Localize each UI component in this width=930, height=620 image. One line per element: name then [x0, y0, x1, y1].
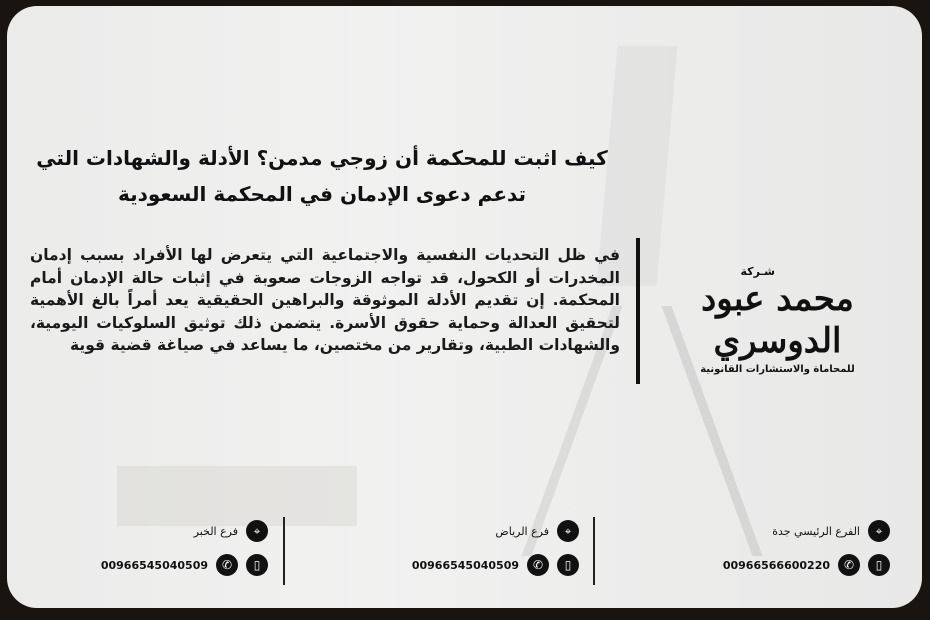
branch-jeddah	[700, 520, 890, 588]
branch-khobar	[78, 520, 268, 588]
background-table	[117, 466, 357, 526]
whatsapp-icon[interactable]: ✆	[216, 554, 238, 576]
title-line-2: تدعم دعوى الإدمان في المحكمة السعودية	[117, 182, 527, 206]
branch-name: فرع الخبر	[193, 524, 238, 538]
logo-company-word: شـركة	[740, 265, 775, 278]
article-title	[22, 140, 622, 212]
branch-phone[interactable]: 00966545040509	[100, 558, 208, 572]
company-logo	[660, 265, 895, 375]
branch-name: الفرع الرئيسي جدة	[772, 524, 860, 538]
branch-divider	[593, 517, 595, 585]
article-intro: في ظل التحديات النفسية والاجتماعية التي يتعرض لها الأفراد بسبب إدمان المخدرات أو الكحول، قد تواجه الزوجات صعوبة في إثبات حالة الإدمان أمام المحكمة. إن تقديم الأدلة الموثوقة والبراهين الحقيقية يعد أمراً بالغ الأهمية لتحقيق العدالة وحماية حقوق الأسرة. يتضمن ذلك توثيق السلوكيات اليومية، والشهادات الطبية، وتقارير من مختصين، ما يساعد في صياغة قضية قوية	[30, 246, 620, 354]
branch-phone[interactable]: 00966545040509	[411, 558, 519, 572]
branch-divider	[283, 517, 285, 585]
branch-riyadh	[389, 520, 579, 588]
mobile-phone-icon: ▯	[246, 554, 268, 576]
mobile-phone-icon: ▯	[557, 554, 579, 576]
branch-name: فرع الرياض	[495, 524, 549, 538]
mobile-phone-icon: ▯	[868, 554, 890, 576]
divider-bar	[636, 238, 640, 384]
branch-phone[interactable]: 00966566600220	[722, 558, 830, 572]
title-line-1: كيف اثبت للمحكمة أن زوجي مدمن؟ الأدلة والشهادات التي	[36, 146, 608, 170]
whatsapp-icon[interactable]: ✆	[838, 554, 860, 576]
location-pin-icon: ⌖	[557, 520, 579, 542]
location-pin-icon: ⌖	[246, 520, 268, 542]
location-pin-icon: ⌖	[868, 520, 890, 542]
logo-name: محمد عبود الدوسري	[701, 279, 854, 361]
whatsapp-icon[interactable]: ✆	[527, 554, 549, 576]
logo-subtitle: للمحاماة والاستشارات القانونية	[700, 364, 855, 375]
